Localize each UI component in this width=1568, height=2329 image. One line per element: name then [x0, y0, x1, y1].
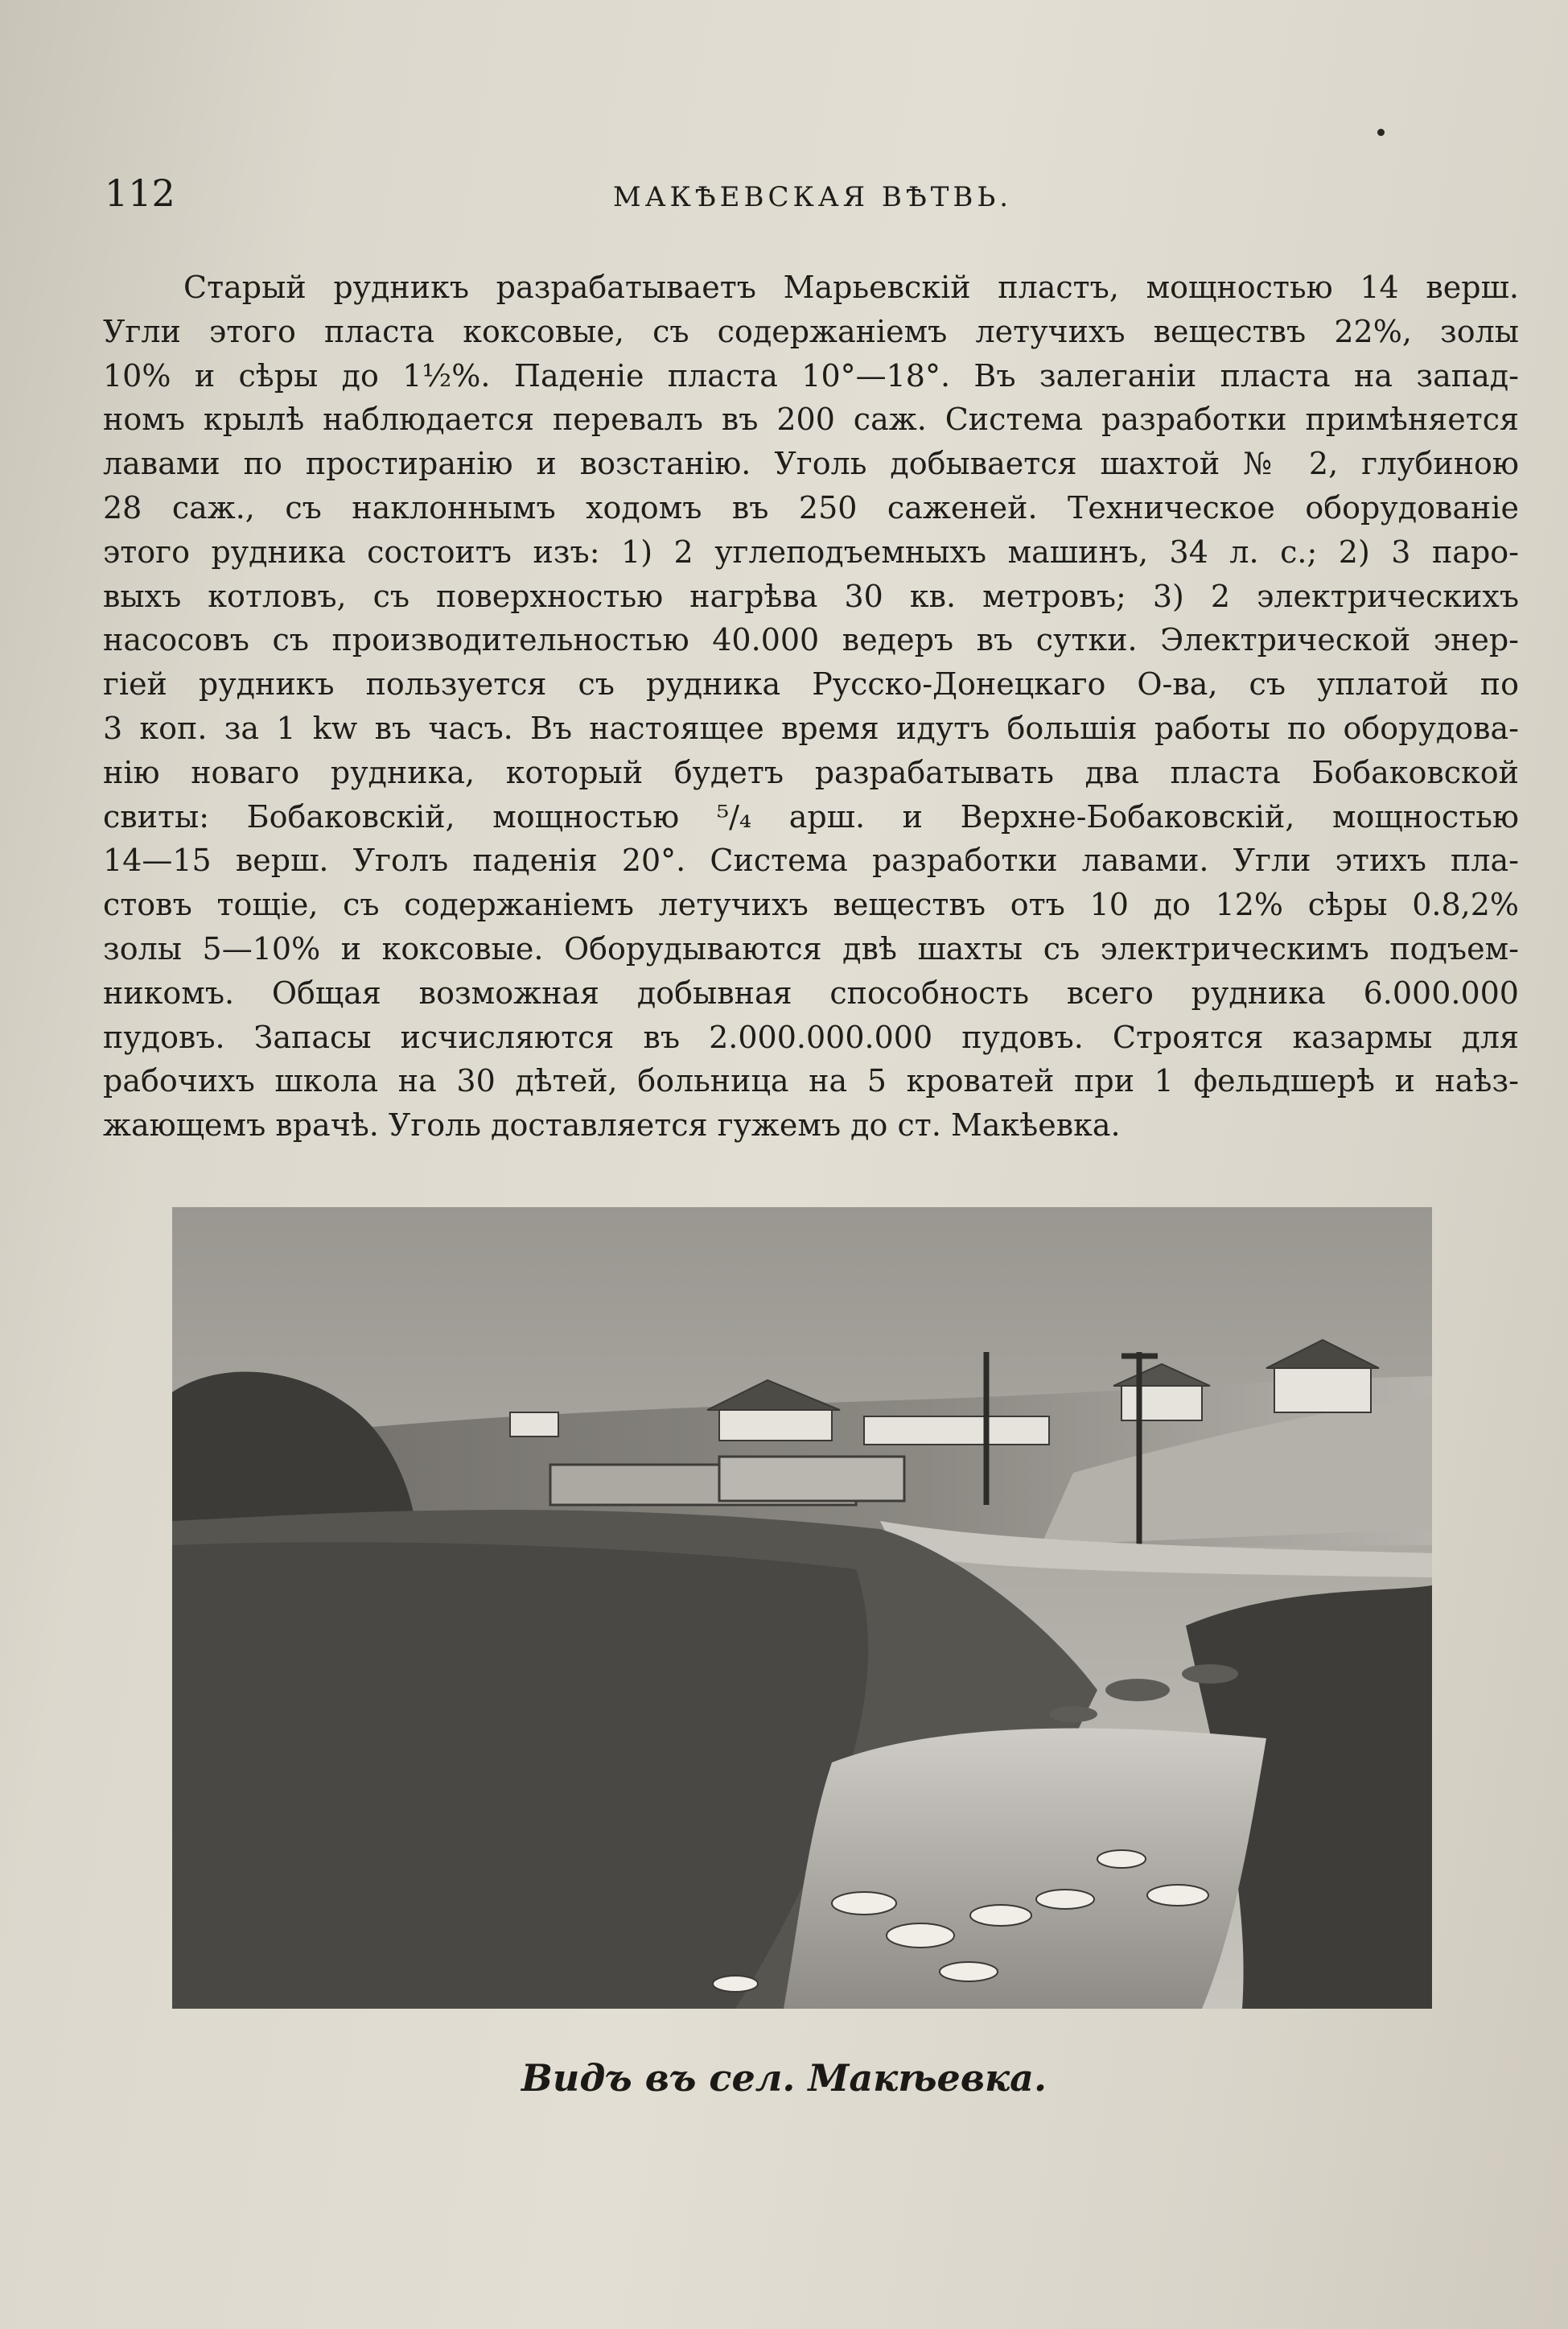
text-line: 3 коп. за 1 kw въ часъ. Въ настоящее время идутъ большія работы по оборудова- — [103, 710, 1519, 746]
text-line: гіей рудникъ пользуется съ рудника Русско-Донецкаго О-ва, съ уплатой по — [103, 666, 1519, 703]
text-line: насосовъ съ производительностью 40.000 ведеръ въ сутки. Электрической энер- — [103, 622, 1519, 658]
text-line: нію новаго рудника, который будетъ разрабатывать два пласта Бобаковской — [103, 754, 1519, 790]
text-line: 28 саж., съ наклоннымъ ходомъ въ 250 саженей. Техническое оборудованіе — [103, 489, 1519, 526]
text-line: лавами по простиранію и возстанію. Уголь добывается шахтой № 2, глубиною — [103, 446, 1519, 482]
text-line: свиты: Бобаковскій, мощностью ⁵/₄ арш. и Верхне-Бобаковскій, мощностью — [103, 798, 1519, 835]
text-line: номъ крылѣ наблюдается перевалъ въ 200 саж. Система разработки примѣняется — [103, 402, 1519, 438]
text-line: стовъ тощіе, съ содержаніемъ летучихъ веществъ отъ 10 до 12% сѣры 0.8,2% — [103, 887, 1519, 923]
page-header — [105, 165, 1521, 221]
text-line: пудовъ. Запасы исчисляются въ 2.000.000.000 пудовъ. Строятся казармы для — [103, 1019, 1519, 1055]
page-number: 112 — [105, 171, 175, 215]
photo-illustration — [172, 1207, 1432, 2009]
text-line: выхъ котловъ, съ поверхностью нагрѣва 30 кв. метровъ; 3) 2 электрическихъ — [103, 578, 1519, 614]
text-line: 10% и сѣры до 1½%. Паденіе пласта 10°—18°. Въ залеганіи пласта на запад- — [103, 357, 1519, 394]
figure-caption: Видъ въ сел. Макѣевка. — [521, 2056, 1047, 2100]
text-line: этого рудника состоитъ изъ: 1) 2 углеподъемныхъ машинъ, 34 л. с.; 2) 3 паро- — [103, 534, 1519, 570]
body-paragraph — [103, 266, 1519, 1148]
text-line: золы 5—10% и коксовые. Оборудываются двѣ шахты съ электрическимъ подъем- — [103, 930, 1519, 967]
text-line: Угли этого пласта коксовые, съ содержаніемъ летучихъ веществъ 22%, золы — [103, 313, 1519, 349]
running-title: МАКѢЕВСКАЯ ВѢТВЬ. — [612, 181, 1013, 213]
ink-speck — [1377, 129, 1385, 136]
text-line: Старый рудникъ разрабатываетъ Марьевскій пластъ, мощностью 14 верш. — [183, 270, 1519, 305]
text-line: никомъ. Общая возможная добывная способность всего рудника 6.000.000 — [103, 975, 1519, 1011]
village-photograph — [172, 1207, 1432, 2009]
text-line: 14—15 верш. Уголъ паденія 20°. Система разработки лавами. Угли этихъ пла- — [103, 843, 1519, 879]
text-line: жающемъ врачѣ. Уголь доставляется гужемъ до ст. Макѣевка. — [103, 1107, 1121, 1144]
text-line: рабочихъ школа на 30 дѣтей, больница на 5 кроватей при 1 фельдшерѣ и наѣз- — [103, 1063, 1519, 1099]
